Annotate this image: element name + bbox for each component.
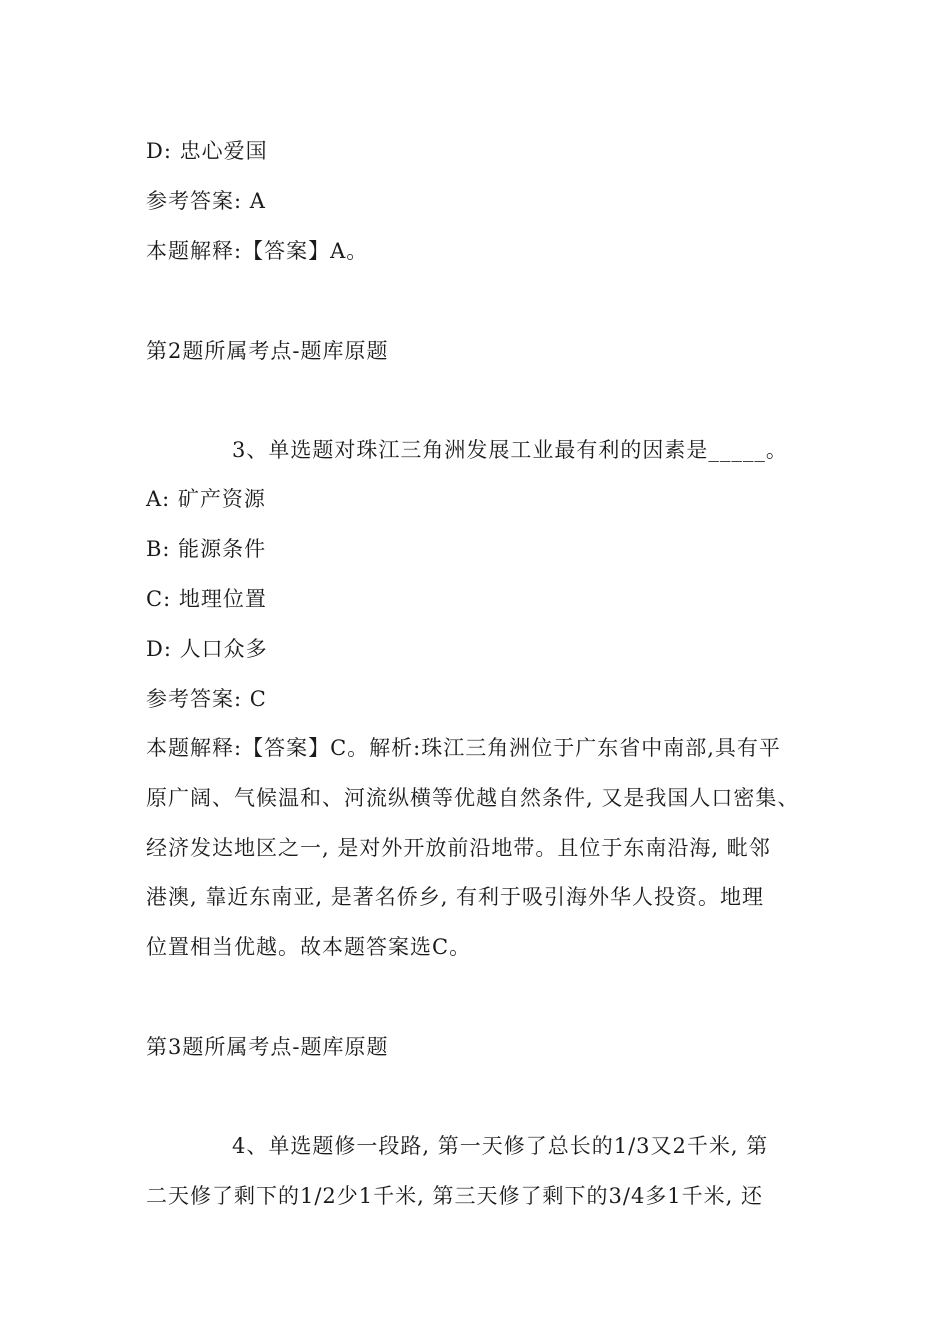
q3-option-b: B: 能源条件	[146, 537, 267, 561]
q3-explanation-line: 港澳, 靠近东南亚, 是著名侨乡, 有利于吸引海外华人投资。地理	[146, 885, 765, 909]
q3-option-d: D: 人口众多	[146, 637, 268, 661]
q4-stem-line: 4、单选题修一段路, 第一天修了总长的1/3又2千米, 第	[232, 1134, 769, 1158]
q2-topic: 第2题所属考点-题库原题	[146, 339, 389, 363]
q2-option-d: D: 忠心爱国	[146, 139, 268, 163]
q3-option-a: A: 矿产资源	[146, 487, 266, 511]
q4-stem-line: 二天修了剩下的1/2少1千米, 第三天修了剩下的3/4多1千米, 还	[146, 1184, 764, 1208]
q3-answer: 参考答案: C	[146, 687, 267, 711]
q3-explanation-line: 原广阔、气候温和、河流纵横等优越自然条件, 又是我国人口密集、	[146, 786, 800, 810]
q3-explanation-line: 位置相当优越。故本题答案选C。	[146, 935, 472, 959]
q3-topic: 第3题所属考点-题库原题	[146, 1035, 389, 1059]
q3-stem: 3、单选题对珠江三角洲发展工业最有利的因素是_____。	[232, 438, 788, 462]
q3-explanation-line: 本题解释:【答案】C。解析:珠江三角洲位于广东省中南部,具有平	[146, 736, 781, 760]
q3-option-c: C: 地理位置	[146, 587, 267, 611]
q2-explanation: 本题解释:【答案】A。	[146, 239, 369, 263]
q2-answer: 参考答案: A	[146, 189, 266, 213]
q3-explanation-line: 经济发达地区之一, 是对外开放前沿地带。且位于东南沿海, 毗邻	[146, 836, 771, 860]
